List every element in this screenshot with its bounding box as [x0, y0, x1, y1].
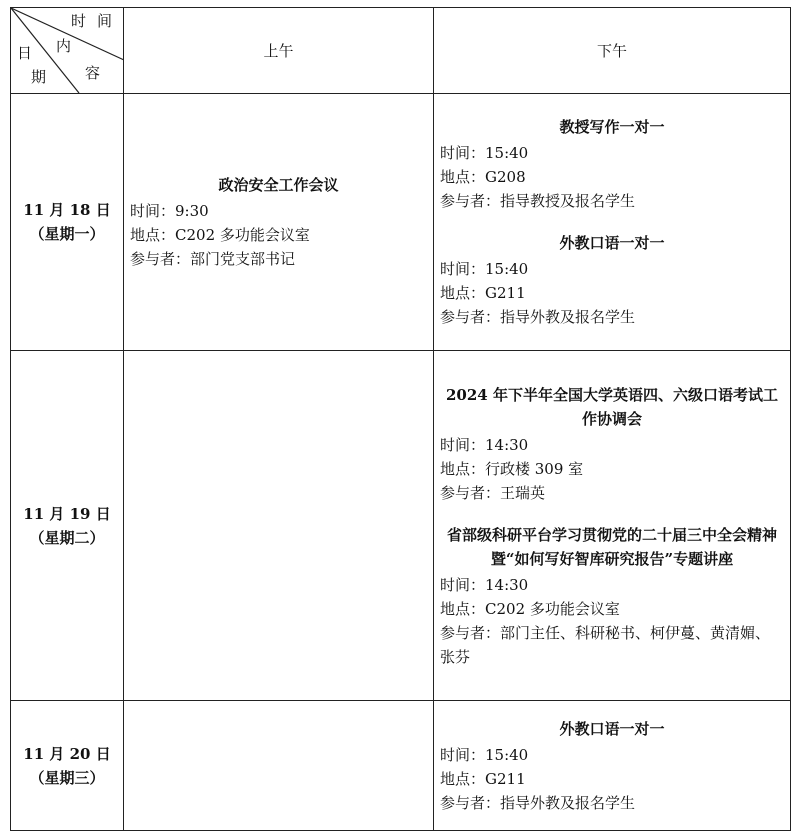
event-block: [440, 231, 784, 329]
date-text: 11 月 19 日: [23, 504, 111, 523]
morning-cell: [124, 701, 434, 831]
event-time: 时间：15:40: [440, 144, 529, 162]
event-participants: 参与者：指导外教及报名学生: [440, 793, 636, 812]
event-location: 地点：G211: [440, 284, 526, 302]
header-label-date-2: 期: [31, 68, 47, 86]
event-participants: 参与者：部门党支部书记: [130, 250, 296, 268]
event-block: [440, 115, 784, 213]
weekday-text: （星期二）: [29, 528, 105, 547]
diagonal-header-cell: [11, 8, 124, 94]
schedule-row: [11, 351, 791, 701]
event-title: 教授写作一对一: [559, 118, 665, 136]
schedule-row: [11, 94, 791, 351]
event-time: 时间：9:30: [130, 202, 209, 220]
morning-cell: [124, 351, 434, 701]
event-title: 2024 年下半年全国大学英语四、六级口语考试工作协调会: [446, 385, 778, 428]
date-cell: [11, 351, 124, 701]
event-block: [440, 383, 784, 505]
weekday-text: （星期一）: [29, 225, 105, 243]
header-row: [11, 8, 791, 94]
header-afternoon: 下午: [434, 8, 791, 94]
afternoon-cell: [434, 701, 791, 831]
event-participants: 参与者：指导教授及报名学生: [440, 192, 636, 210]
event-location: 地点：C202 多功能会议室: [130, 226, 310, 244]
event-location: 地点：C202 多功能会议室: [440, 599, 620, 618]
event-location: 地点：G211: [440, 769, 526, 788]
event-participants: 参与者：王瑞英: [440, 483, 546, 502]
event-block: [130, 173, 427, 271]
event-time: 时间：14:30: [440, 575, 529, 594]
event-participants: 参与者：部门主任、科研秘书、柯伊蔓、黄清媚、张芬: [440, 623, 771, 666]
event-time: 时间：15:40: [440, 745, 529, 764]
event-block: [440, 717, 784, 815]
weekday-text: （星期三）: [29, 768, 105, 787]
event-location: 地点：G208: [440, 168, 526, 186]
header-morning: 上午: [124, 8, 434, 94]
event-location: 地点：行政楼 309 室: [440, 459, 584, 478]
schedule-table: [10, 7, 791, 831]
event-time: 时间：15:40: [440, 260, 529, 278]
schedule-row: [11, 701, 791, 831]
header-label-time-2: 间: [97, 12, 113, 30]
date-cell: [11, 94, 124, 351]
date-text: 11 月 18 日: [23, 201, 111, 219]
header-label-content-2: 容: [85, 64, 101, 82]
date-cell: [11, 701, 124, 831]
morning-cell: [124, 94, 434, 351]
event-block: [440, 523, 784, 669]
afternoon-cell: [434, 351, 791, 701]
header-label-time-1: 时: [71, 12, 87, 30]
event-time: 时间：14:30: [440, 435, 529, 454]
date-text: 11 月 20 日: [23, 744, 111, 763]
event-participants: 参与者：指导外教及报名学生: [440, 308, 636, 326]
header-label-content-1: 内: [56, 37, 72, 55]
event-title: 省部级科研平台学习贯彻党的二十届三中全会精神暨“如何写好智库研究报告”专题讲座: [446, 525, 777, 568]
event-title: 政治安全工作会议: [218, 176, 339, 194]
header-label-date-1: 日: [17, 44, 33, 62]
event-title: 外教口语一对一: [559, 719, 665, 738]
afternoon-cell: [434, 94, 791, 351]
event-title: 外教口语一对一: [559, 234, 665, 252]
